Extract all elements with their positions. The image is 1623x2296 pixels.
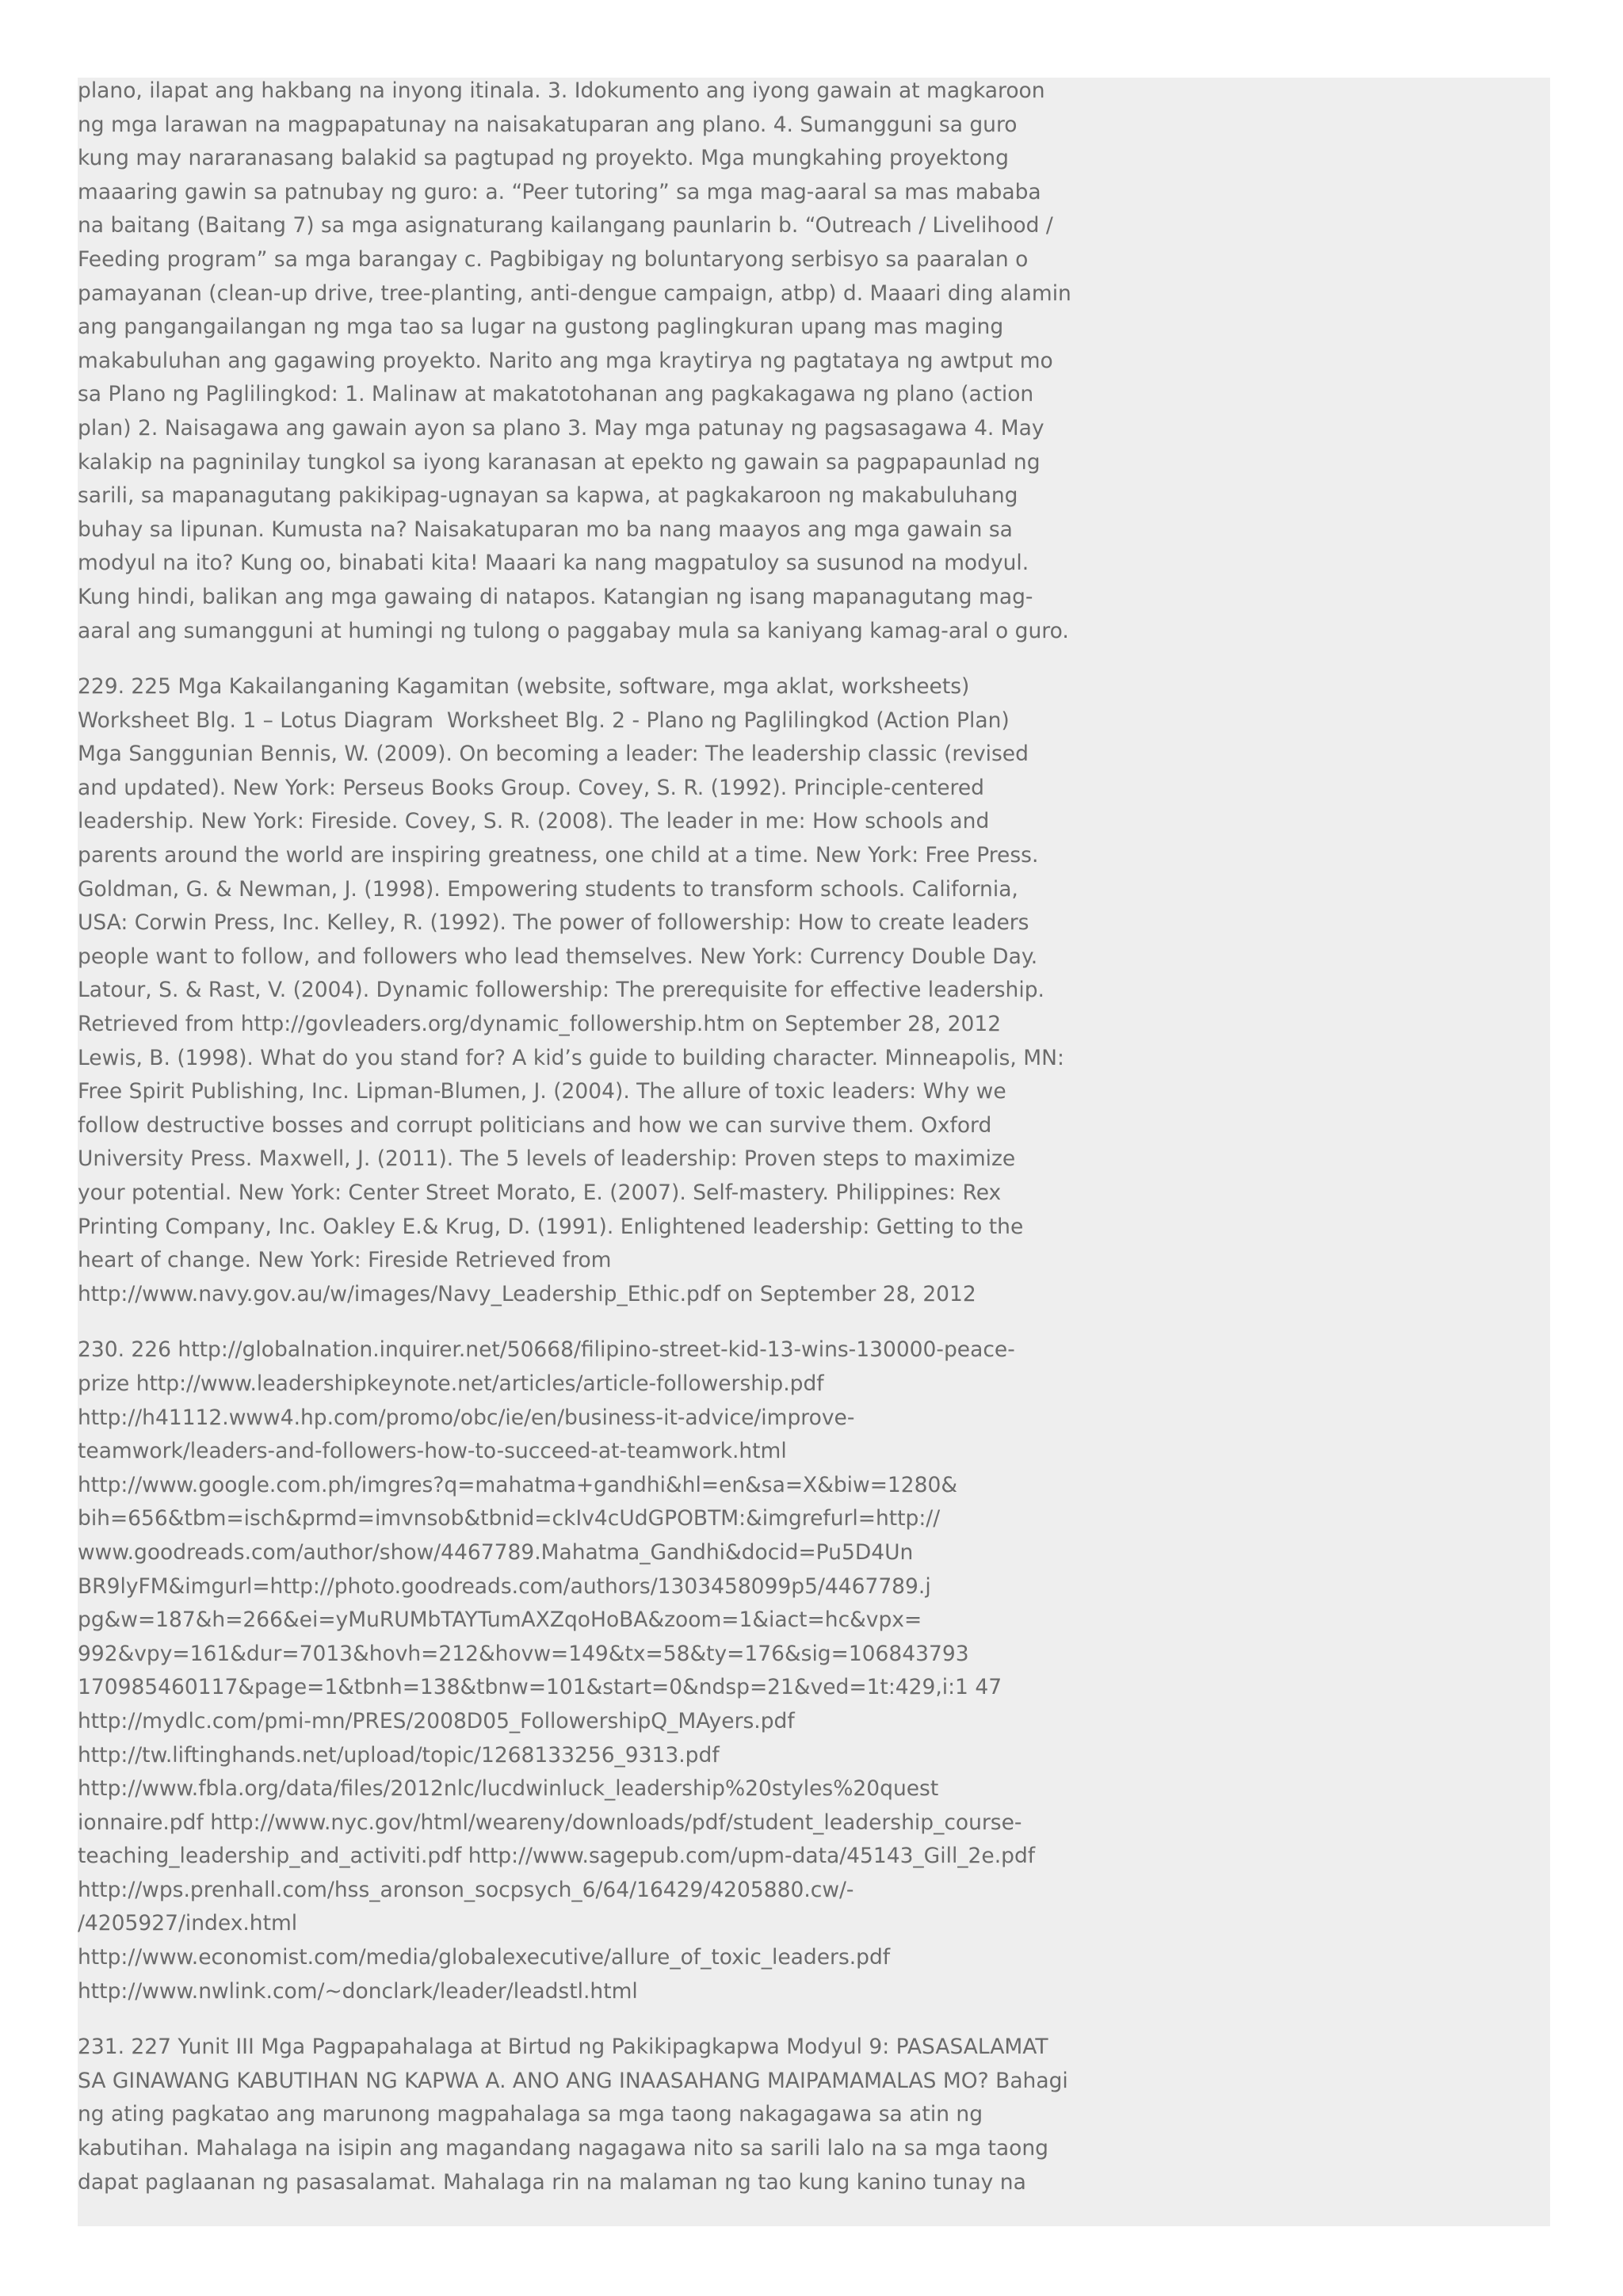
text-line: ng mga larawan na magpapatunay na naisakatuparan ang plano. 4. Sumangguni sa guro: [78, 112, 1018, 137]
text-line: http://www.nwlink.com/~donclark/leader/leadstl.html: [78, 1978, 638, 2004]
text-line: http://wps.prenhall.com/hss_aronson_socpsych_6/64/16429/4205880.cw/-: [78, 1877, 854, 1902]
text-line: people want to follow, and followers who lead themselves. New York: Currency Double Day.: [78, 944, 1038, 969]
paragraph-spacer: [78, 648, 1108, 670]
text-line: plan) 2. Naisagawa ang gawain ayon sa plano 3. May mga patunay ng pagsasagawa 4. May: [78, 415, 1044, 441]
text-line: 230. 226 http://globalnation.inquirer.net/50668/filipino-street-kid-13-wins-130000-peace-: [78, 1337, 1015, 1363]
text-line: http://tw.liftinghands.net/upload/topic/1268133256_9313.pdf: [78, 1742, 720, 1768]
text-line: ang pangangailangan ng mga tao sa lugar na gustong paglingkuran upang mas maging: [78, 315, 1004, 340]
text-line: www.goodreads.com/author/show/4467789.Mahatma_Gandhi&docid=Pu5D4Un: [78, 1539, 914, 1565]
text-line: Worksheet Blg. 1 – Lotus Diagram Worksheet Blg. 2 - Plano ng Paglilingkod (Action Plan): [78, 707, 1010, 733]
text-line: parents around the world are inspiring greatness, one child at a time. New York: Free Press.: [78, 843, 1039, 868]
text-line: and updated). New York: Perseus Books Group. Covey, S. R. (1992). Principle-centered: [78, 775, 984, 800]
text-line: modyul na ito? Kung oo, binabati kita! Maaari ka nang magpatuloy sa susunod na modyul.: [78, 551, 1029, 576]
document-body: [78, 74, 1108, 2199]
paragraph-spacer: [78, 1311, 1108, 1333]
text-line: pamayanan (clean-up drive, tree-planting, anti-dengue campaign, atbp) d. Maaari ding alamin: [78, 280, 1071, 306]
text-line: ionnaire.pdf http://www.nyc.gov/html/weareny/downloads/pdf/student_leadership_course-: [78, 1810, 1022, 1835]
text-line: 231. 227 Yunit III Mga Pagpapahalaga at Birtud ng Pakikipagkapwa Modyul 9: PASASALAMAT: [78, 2035, 1048, 2060]
text-line: buhay sa lipunan. Kumusta na? Naisakatuparan mo ba nang maayos ang mga gawain sa: [78, 517, 1013, 542]
text-line: http://mydlc.com/pmi-mn/PRES/2008D05_FollowershipQ_MAyers.pdf: [78, 1708, 795, 1733]
text-line: Lewis, B. (1998). What do you stand for? A kid’s guide to building character. Minneapolis, MN:: [78, 1045, 1064, 1070]
text-line: sa Plano ng Paglilingkod: 1. Malinaw at makatotohanan ang pagkakagawa ng plano (action: [78, 382, 1034, 407]
text-line: kalakip na pagninilay tungkol sa iyong karanasan at epekto ng gawain sa pagpapaunlad ng: [78, 449, 1041, 475]
text-line: aaral ang sumangguni at humingi ng tulong o paggabay mula sa kaniyang kamag-aral o guro.: [78, 618, 1069, 643]
text-line: dapat paglaanan ng pasasalamat. Mahalaga rin na malaman ng tao kung kanino tunay na: [78, 2169, 1026, 2195]
text-line: Mga Sanggunian Bennis, W. (2009). On becoming a leader: The leadership classic (revised: [78, 742, 1029, 767]
text-line: follow destructive bosses and corrupt politicians and how we can survive them. Oxford: [78, 1112, 992, 1138]
text-line: sarili, sa mapanagutang pakikipag-ugnayan sa kapwa, at pagkakaroon ng makabuluhang: [78, 483, 1018, 509]
text-line: Latour, S. & Rast, V. (2004). Dynamic followership: The prerequisite for effective leadership.: [78, 978, 1044, 1003]
text-line: heart of change. New York: Fireside Retrieved from: [78, 1248, 612, 1273]
text-line: 170985460117&page=1&tbnh=138&tbnw=101&start=0&ndsp=21&ved=1t:429,i:1 47: [78, 1675, 1002, 1700]
paragraph-block-3: [78, 1333, 1108, 2008]
text-line: bih=656&tbm=isch&prmd=imvnsob&tbnid=ckIv4cUdGPOBTM:&imgrefurl=http://: [78, 1506, 941, 1531]
text-line: University Press. Maxwell, J. (2011). The 5 levels of leadership: Proven steps to maximize: [78, 1146, 1016, 1172]
text-line: kabutihan. Mahalaga na isipin ang magandang nagagawa nito sa sarili lalo na sa mga taong: [78, 2136, 1048, 2161]
text-line: maaaring gawin sa patnubay ng guro: a. “Peer tutoring” sa mga mag-aaral sa mas mababa: [78, 179, 1041, 204]
text-line: USA: Corwin Press, Inc. Kelley, R. (1992). The power of followership: How to create leaders: [78, 910, 1029, 936]
text-line: http://www.fbla.org/data/files/2012nlc/lucdwinluck_leadership%20styles%20quest: [78, 1776, 939, 1802]
paragraph-block-4: [78, 2031, 1108, 2199]
text-line: pg&w=187&h=266&ei=yMuRUMbTAYTumAXZqoHoBA&zoom=1&iact=hc&vpx=: [78, 1608, 922, 1633]
text-line: Feeding program” sa mga barangay c. Pagbibigay ng boluntaryong serbisyo sa paaralan o: [78, 246, 1029, 272]
text-line: http://www.navy.gov.au/w/images/Navy_Leadership_Ethic.pdf on September 28, 2012: [78, 1281, 976, 1306]
text-line: http://www.google.com.ph/imgres?q=mahatma+gandhi&hl=en&sa=X&biw=1280&: [78, 1472, 958, 1497]
text-line: Printing Company, Inc. Oakley E.& Krug, D. (1991). Enlightened leadership: Getting to the: [78, 1214, 1024, 1239]
text-line: your potential. New York: Center Street Morato, E. (2007). Self-mastery. Philippines: Rex: [78, 1180, 1002, 1205]
text-line: Free Spirit Publishing, Inc. Lipman-Blumen, J. (2004). The allure of toxic leaders: Why we: [78, 1079, 1006, 1104]
text-line: /4205927/index.html: [78, 1911, 298, 1936]
text-line: 992&vpy=161&dur=7013&hovh=212&hovw=149&tx=58&ty=176&sig=106843793: [78, 1641, 969, 1666]
text-line: teamwork/leaders-and-followers-how-to-succeed-at-teamwork.html: [78, 1439, 787, 1464]
text-line: leadership. New York: Fireside. Covey, S. R. (2008). The leader in me: How schools and: [78, 809, 990, 834]
text-line: prize http://www.leadershipkeynote.net/articles/article-followership.pdf: [78, 1371, 824, 1396]
text-line: ng ating pagkatao ang marunong magpahalaga sa mga taong nakagagawa sa atin ng: [78, 2102, 983, 2127]
paragraph-block-2: [78, 670, 1108, 1311]
text-line: Goldman, G. & Newman, J. (1998). Empowering students to transform schools. California,: [78, 876, 1018, 902]
paragraph-spacer: [78, 2008, 1108, 2031]
text-line: 229. 225 Mga Kakailanganing Kagamitan (website, software, mga aklat, worksheets): [78, 674, 976, 700]
text-line: http://h41112.www4.hp.com/promo/obc/ie/en/business-it-advice/improve-: [78, 1405, 855, 1430]
text-line: makabuluhan ang gagawing proyekto. Narito ang mga kraytirya ng pagtataya ng awtput mo: [78, 348, 1053, 373]
text-line: http://www.economist.com/media/globalexecutive/allure_of_toxic_leaders.pdf: [78, 1945, 891, 1970]
text-line: SA GINAWANG KABUTIHAN NG KAPWA A. ANO ANG INAASAHANG MAIPAMAMALAS MO? Bahagi: [78, 2068, 1068, 2093]
text-line: teaching_leadership_and_activiti.pdf http://www.sagepub.com/upm-data/45143_Gill_2e.pdf: [78, 1844, 1036, 1869]
text-line: Kung hindi, balikan ang mga gawaing di natapos. Katangian ng isang mapanagutang mag-: [78, 584, 1033, 609]
text-line: Retrieved from http://govleaders.org/dynamic_followership.htm on September 28, 2012: [78, 1012, 1002, 1037]
text-line: plano, ilapat ang hakbang na inyong itinala. 3. Idokumento ang iyong gawain at magkaroon: [78, 78, 1045, 103]
paragraph-block-1: [78, 74, 1108, 648]
text-line: BR9lyFM&imgurl=http://photo.goodreads.com/authors/1303458099p5/4467789.j: [78, 1573, 931, 1599]
text-line: kung may nararanasang balakid sa pagtupad ng proyekto. Mga mungkahing proyektong: [78, 146, 1009, 171]
text-line: na baitang (Baitang 7) sa mga asignaturang kailangang paunlarin b. “Outreach / Livelihood /: [78, 213, 1053, 238]
